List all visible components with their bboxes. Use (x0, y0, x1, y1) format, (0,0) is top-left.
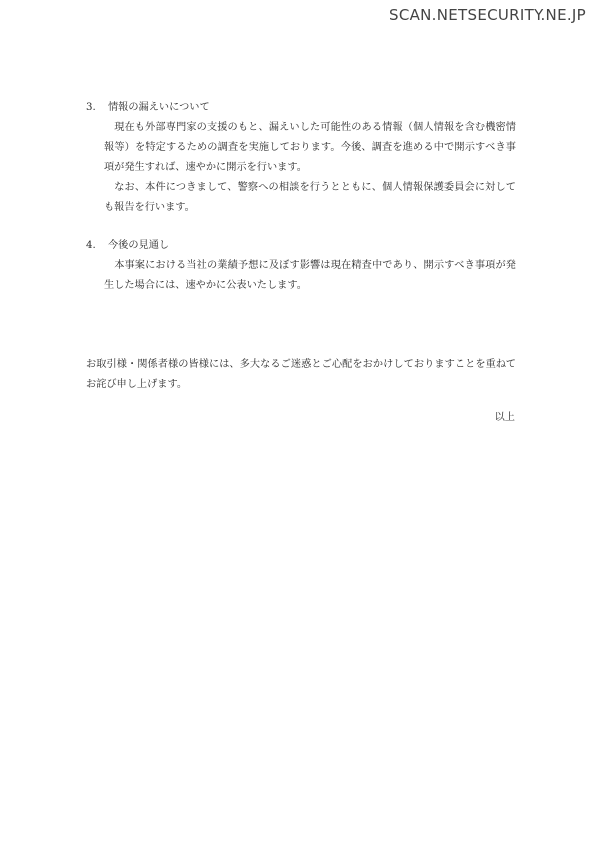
section-number: 3. (86, 102, 96, 113)
closing-statement: お取引様・関係者様の皆様には、多大なるご迷惑とご心配をおかけしておりますことを重ねてお詫び申し上げます。 (86, 359, 516, 390)
paragraph: 本事案における当社の業績予想に及ぼす影響は現在精査中であり、開示すべき事項が発生した場合には、速やかに公表いたします。 (104, 260, 516, 291)
section-outlook (86, 236, 516, 296)
section-title: 今後の見通し (108, 240, 170, 251)
section-body (86, 118, 516, 218)
document-page (86, 98, 516, 428)
closing-end-mark: 以上 (494, 412, 515, 423)
closing-block (86, 355, 516, 428)
section-information-leak (86, 98, 516, 218)
section-title: 情報の漏えいについて (108, 102, 210, 113)
paragraph: なお、本件につきまして、警察への相談を行うとともに、個人情報保護委員会に対しても報告を行います。 (104, 182, 516, 213)
section-number: 4. (86, 240, 96, 251)
section-body (86, 256, 516, 296)
section-heading (86, 236, 516, 256)
section-heading (86, 98, 516, 118)
site-watermark: SCAN.NETSECURITY.NE.JP (389, 6, 586, 24)
paragraph: 現在も外部専門家の支援のもと、漏えいした可能性のある情報（個人情報を含む機密情報等）を特定するための調査を実施しております。今後、調査を進める中で開示すべき事項が発生すれば、速やかに開示を行います。 (104, 122, 516, 173)
